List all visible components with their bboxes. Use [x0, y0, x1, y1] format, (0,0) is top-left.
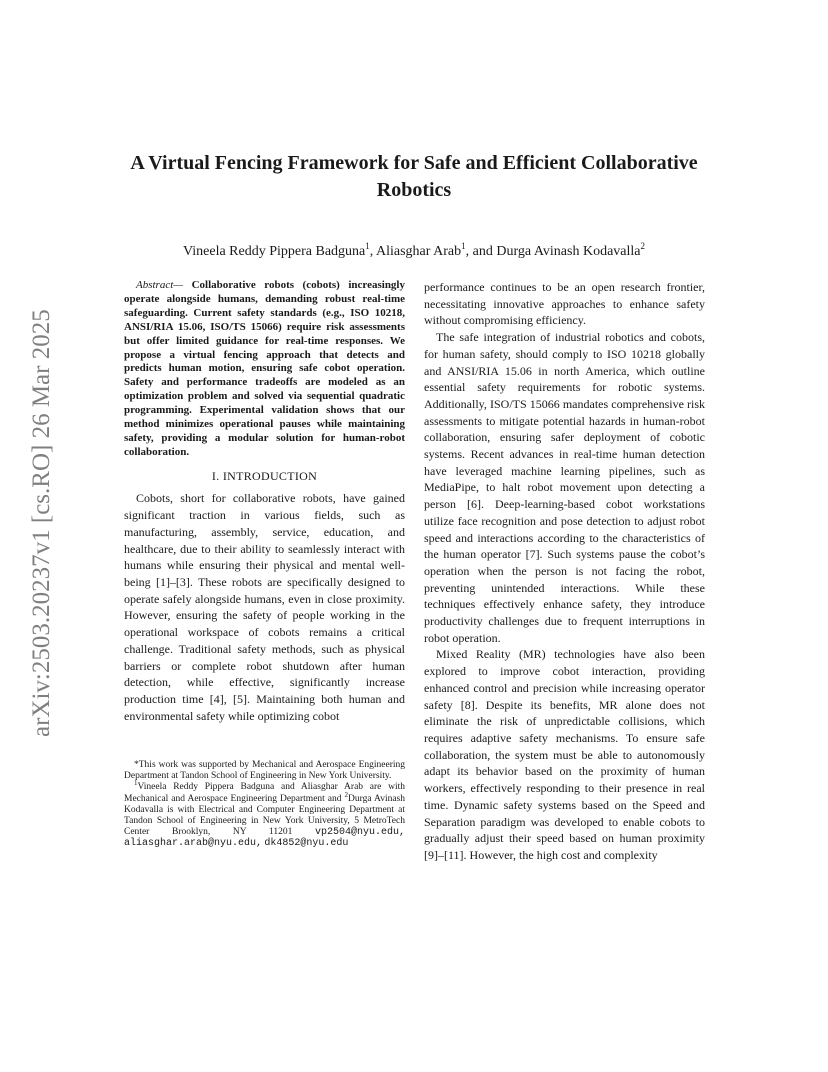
arxiv-identifier-stamp: arXiv:2503.20237v1 [cs.RO] 26 Mar 2025	[28, 309, 55, 737]
left-column	[124, 279, 405, 724]
abstract-label: Abstract	[136, 279, 174, 291]
abstract-dash: —	[173, 279, 184, 291]
right-column	[424, 279, 705, 864]
author-name: Vineela Reddy Pippera Badguna	[182, 244, 366, 259]
author-name: and Durga Avinash Kodavalla	[472, 244, 641, 259]
intro-paragraph-mixed-reality: Mixed Reality (MR) technologies have also been explored to improve cobot interaction, providing enhanced control and precision while increasing operator safety [8]. Despite its benefits, MR alone does not eliminate the risk of unpredictable collisions, which requires adaptive safety mechanisms. To ensure safe collaboration, the system must be able to autonomously adapt its behavior based on the proximity of human workers, effectively responding to their presence in real time. Dynamic safety systems based on the Speed and Separation paradigm was developed to enable cobots to gradually adjust their speed based on human proximity [9]–[11]. However, the high cost and complexity	[424, 647, 705, 862]
intro-paragraph-continued: performance continues to be an open research frontier, necessitating innovative approaches to enhance safety without compromising efficiency.	[424, 280, 705, 328]
intro-paragraph: Cobots, short for collaborative robots, have gained significant traction in various fields, such as manufacturing, assembly, service, education, and healthcare, due to their ability to seamlessly interact with humans while ensuring their physical and mental well-being [1]–[3]. These robots are specifically designed to operate safely alongside humans, even in close proximity. However, ensuring the safety of people working in the operational workspace of cobots remains a critical challenge. Traditional safety methods, such as physical barriers or complete robot shutdown after human detection, while effective, significantly increase production time [4], [5]. Maintaining both human and environmental safety while optimizing cobot	[124, 491, 405, 723]
footnote-mark: 1	[134, 779, 138, 788]
footnote-affiliations	[124, 779, 406, 850]
email-address[interactable]: aliasghar.arab@nyu.edu,	[124, 838, 263, 850]
footnote-affiliation-text: Vineela Reddy Pippera Badguna and Aliasghar Arab are with Mechanical and Aerospace Engineering Department and	[124, 782, 405, 804]
author-list: Vineela Reddy Pippera Badguna$^1$, Aliasghar Arab$^1$, and Durga Avinash Kodavalla$^2$	[182, 241, 645, 259]
affiliation-mark: 1	[365, 241, 370, 251]
footnotes	[124, 760, 405, 850]
section-heading-introduction: I. INTRODUCTION	[211, 468, 318, 483]
title-block	[120, 150, 708, 261]
paper-title: A Virtual Fencing Framework for Safe and Efficient Collaborative Robotics	[130, 152, 698, 201]
email-address[interactable]: dk4852@nyu.edu	[264, 838, 349, 850]
affiliation-mark: 2	[640, 241, 645, 251]
footnote-funding: *This work was supported by Mechanical and Aerospace Engineering Department at Tandon School of Engineering in New York University.	[124, 760, 405, 782]
footnote-mark: 2	[344, 790, 349, 799]
email-address[interactable]: vp2504@nyu.edu,	[314, 827, 405, 839]
affiliation-mark: 1	[461, 241, 466, 251]
footnote-affiliation-text: Durga Avinash Kodavalla is with Electrical and Computer Engineering Department at Tandon School of Engineering in New York University, 5 MetroTech Center Brooklyn, NY 11201	[124, 793, 406, 838]
abstract-text: Collaborative robots (cobots) increasingly operate alongside humans, demanding robust real-time safeguarding. Current safety standards (e.g., ISO 10218, ANSI/RIA 15.06, ISO/TS 15066) require risk assessments but offer limited guidance for real-time responses. We propose a virtual fencing approach that detects and predicts human motion, ensuring safe cobot operation. Safety and performance tradeoffs are modeled as an optimization problem and solved via sequential quadratic programming. Experimental validation shows that our method minimizes operational pauses while maintaining safety, providing a modular solution for human-robot collaboration.	[124, 279, 405, 458]
abstract	[124, 279, 405, 460]
intro-paragraph-standards: The safe integration of industrial robotics and cobots, for human safety, should comply to ISO 10218 globally and ANSI/RIA 15.06 in north America, which outline essential safety requirements for robotic systems. Additionally, ISO/TS 15066 mandates comprehensive risk assessments to mitigate potential hazards in human-robot collaboration, ensuring safer deployment of cobotic systems. Recent advances in real-time human detection have leveraged machine learning pipelines, such as MediaPipe, to halt robot movement upon detecting a person [6]. Deep-learning-based cobot workstations utilize face recognition and pose detection to adjust robot speed and interactions according to the characteristics of the human operator [7]. Such systems pause the cobot’s operation when the person is not facing the robot, preventing unintended interactions. While these techniques effectively enhance safety, they introduce productivity challenges due to frequent interruptions in robot operation.	[424, 330, 705, 645]
author-name: Aliasghar Arab	[376, 244, 462, 259]
